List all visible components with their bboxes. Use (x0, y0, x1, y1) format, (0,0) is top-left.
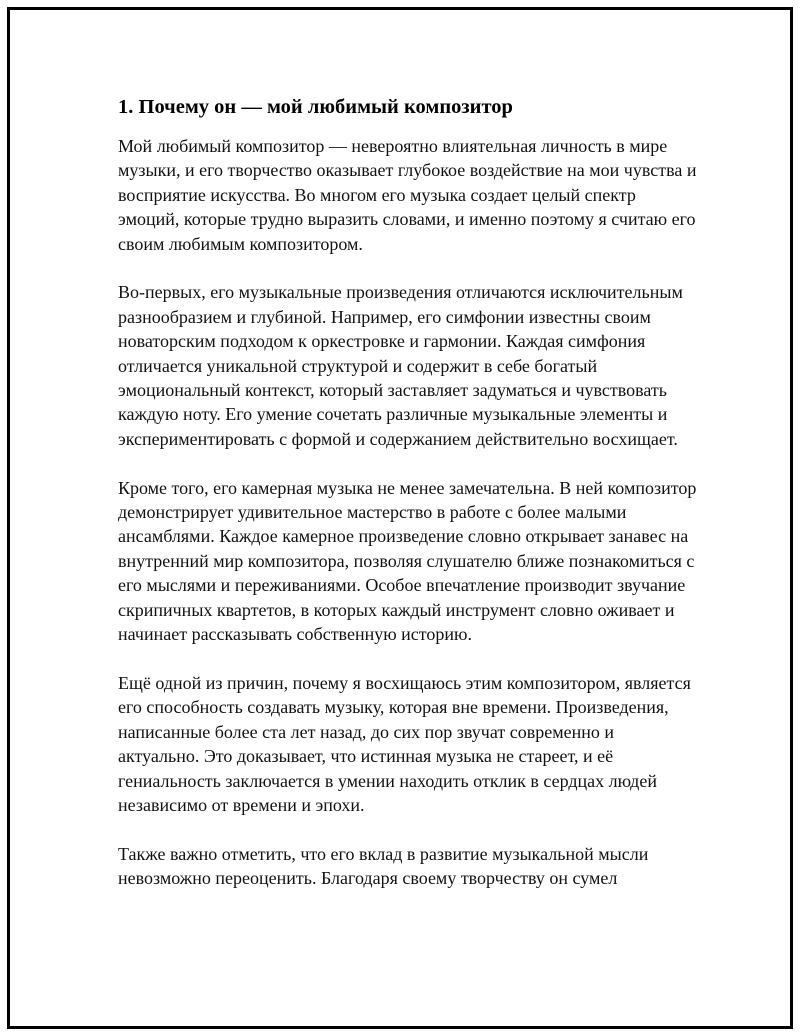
paragraph-contribution: Также важно отметить, что его вклад в развитие музыкальной мысли невозможно переоценить. Благодаря своему творчеству он сумел (118, 843, 649, 889)
document-body (118, 94, 698, 891)
section-heading: 1. Почему он — мой любимый композитор (118, 96, 513, 118)
paragraph-list (118, 134, 698, 891)
paragraph-symphonies: Во-первых, его музыкальные произведения отличаются исключительным разнообразием и глубиной. Например, его симфонии известны своим новаторским подходом к оркестровке и гармонии. Каждая симфония отличается уникальной структурой и содержит в себе богатый эмоциональный контекст, который заставляет задуматься и чувствовать каждую ноту. Его умение сочетать различные музыкальные элементы и экспериментировать с формой и содержанием действительно восхищает. (118, 282, 683, 449)
paragraph-chamber-music: Кроме того, его камерная музыка не менее замечательна. В ней композитор демонстрирует удивительное мастерство в работе с более малыми ансамблями. Каждое камерное произведение словно открывает занавес на внутренний мир композитора, позволяя слушателю ближе познакомиться с его мыслями и переживаниями. Особое впечатление производит звучание скрипичных квартетов, в которых каждый инструмент словно оживает и начинает рассказывать собственную историю. (118, 477, 697, 645)
paragraph-timelessness: Ещё одной из причин, почему я восхищаюсь этим композитором, является его способность создавать музыку, которая вне времени. Произведения, написанные более ста лет назад, до сих пор звучат современно и актуально. Это доказывает, что истинная музыка не стареет, и её гениальность заключается в умении находить отклик в сердцах людей независимо от времени и эпохи. (118, 672, 691, 815)
paragraph-intro: Мой любимый композитор — невероятно влиятельная личность в мире музыки, и его творчество оказывает глубокое воздействие на мои чувства и восприятие искусства. Во многом его музыка создает целый спектр эмоций, которые трудно выразить словами, и именно поэтому я считаю его своим любимым композитором. (118, 136, 697, 254)
